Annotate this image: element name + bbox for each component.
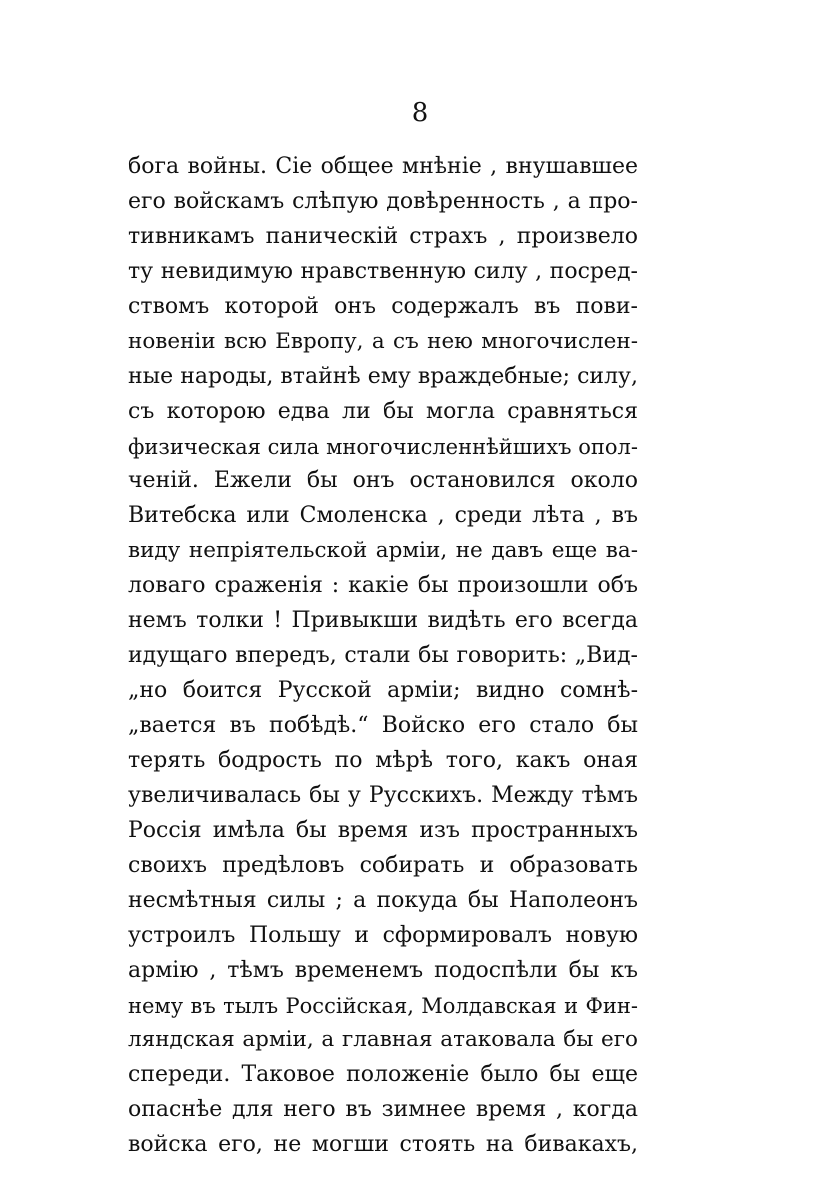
page-number: 8: [411, 98, 429, 128]
text-line: ченій. Ежели бы онъ остановился около: [128, 468, 638, 494]
text-line: ловаго сраженія : какіе бы произошли объ: [128, 573, 638, 599]
text-line: опаснѣе для него въ зимнее время , когда: [128, 1097, 638, 1123]
text-line: виду непріятельской арміи, не давъ еще ва-: [128, 538, 638, 564]
text-line: терять бодрость по мѣрѣ того, какъ оная: [128, 747, 638, 773]
text-line: немъ толки ! Привыкши видѣть его всегда: [128, 608, 638, 634]
text-line: его войскамъ слѣпую довѣренность , а про-: [128, 188, 638, 214]
text-line: несмѣтныя силы ; а покуда бы Наполеонъ: [128, 887, 638, 913]
text-line: „но боится Русской арміи; видно сомнѣ-: [128, 678, 638, 704]
text-line: спереди. Таковое положеніе было бы еще: [128, 1062, 638, 1088]
text-line: тивникамъ паническій страхъ , произвело: [128, 223, 638, 249]
text-line: войска его, не могши стоять на бивакахъ,: [128, 1132, 638, 1158]
text-line: „вается въ побѣдѣ.“ Войско его стало бы: [128, 713, 638, 738]
text-line: своихъ предѣловъ собирать и образовать: [128, 852, 638, 878]
text-line: ствомъ которой онъ содержалъ въ пови-: [128, 293, 638, 319]
text-line: бога войны. Сіе общее мнѣніе , внушавшее: [128, 154, 638, 179]
text-line: армію , тѣмъ временемъ подоспѣли бы къ: [128, 957, 638, 983]
text-line: физическая сила многочисленнѣйшихъ опол-: [128, 434, 638, 459]
text-line: съ которою едва ли бы могла сравняться: [128, 398, 638, 424]
text-line: идущаго впередъ, стали бы говорить: „Вид-: [128, 643, 638, 669]
text-line: ляндская арміи, а главная атаковала бы его: [128, 1027, 638, 1053]
text-line: устроилъ Польшу и сформировалъ новую: [128, 922, 638, 948]
text-line: Россія имѣла бы время изъ пространныхъ: [128, 817, 638, 843]
body-text: [128, 150, 638, 1163]
text-line: ту невидимую нравственную силу , посред-: [128, 258, 638, 284]
text-line: Витебска или Смоленска , среди лѣта , въ: [128, 503, 638, 529]
text-line: нему въ тылъ Россійская, Молдавская и Фин-: [128, 993, 638, 1018]
text-line: увеличивалась бы у Русскихъ. Между тѣмъ: [128, 782, 638, 808]
text-line: новеніи всю Европу, а съ нею многочислен-: [128, 328, 638, 354]
text-line: ные народы, втайнѣ ему враждебные; силу,: [128, 363, 638, 389]
